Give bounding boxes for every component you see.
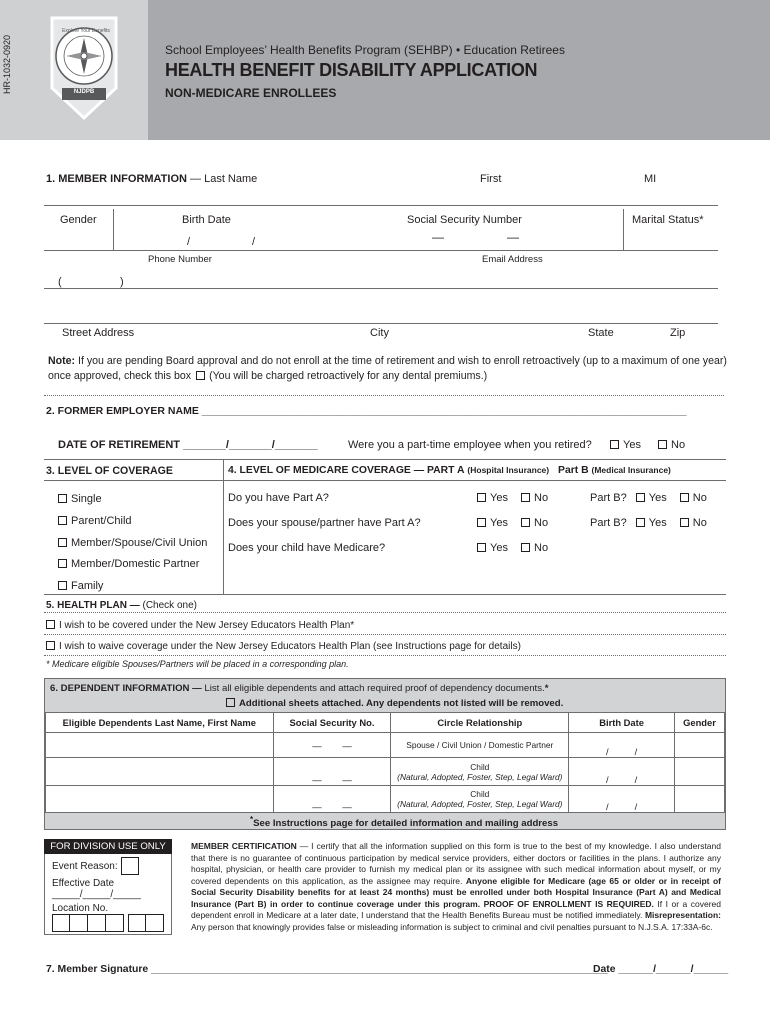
section-divider [44, 395, 724, 396]
first-name-label: First [480, 173, 502, 185]
col-birth-date: Birth Date [569, 713, 675, 733]
seal-top-text: Explore Your Benefits [62, 28, 110, 34]
dependent-gender-cell[interactable] [675, 733, 725, 758]
col-relationship: Circle Relationship [391, 713, 569, 733]
birth-date-label: Birth Date [182, 214, 231, 226]
medicare-heading-label: 4. LEVEL OF MEDICARE COVERAGE — PART A [228, 465, 465, 476]
col-name: Eligible Dependents Last Name, First Name [46, 713, 274, 733]
waive-checkbox[interactable] [46, 641, 55, 650]
location-digit-box[interactable] [70, 914, 88, 932]
no-label: No [534, 542, 549, 554]
street-label: Street Address [62, 327, 135, 339]
coverage-member-partner[interactable] [58, 554, 207, 576]
coverage-member-spouse-label: Member/Spouse/Civil Union [71, 536, 208, 549]
medical-insurance-label: (Medical Insurance) [591, 465, 671, 475]
address-field[interactable] [44, 306, 718, 324]
event-reason-label: Event Reason: [52, 861, 118, 872]
health-plan-opt1[interactable] [46, 620, 354, 631]
member-info-heading [46, 173, 257, 185]
spouse-part-a-no-checkbox[interactable] [521, 518, 530, 527]
effective-date-label: Effective Date [52, 878, 115, 889]
location-digit-box[interactable] [106, 914, 124, 932]
checkbox[interactable] [58, 494, 67, 503]
yes-label: Yes [490, 517, 508, 529]
level-of-coverage-heading: 3. LEVEL OF COVERAGE [46, 465, 173, 477]
coverage-single[interactable] [58, 489, 207, 511]
signature-label: 7. Member Signature _______________________________________________________________________________ [46, 964, 608, 975]
part-a-no-checkbox[interactable] [521, 493, 530, 502]
dependent-heading-text: List all eligible dependents and attach required proof of dependency documents. [201, 683, 545, 694]
part-time-no-checkbox[interactable] [658, 440, 667, 449]
spouse-part-a-question: Does your spouse/partner have Part A? [228, 517, 421, 529]
part-a-yes-checkbox[interactable] [477, 493, 486, 502]
additional-sheets[interactable] [226, 698, 563, 709]
table-row[interactable] [46, 758, 725, 786]
medicare-footnote: * Medicare eligible Spouses/Partners will be placed in a corresponding plan. [46, 659, 349, 669]
certification-text-2: If I or a covered dependent enroll in Medicare at a later date, I understand that the Health Benefits Bureau must be notified immediately. [191, 898, 721, 920]
no-label: No [692, 492, 707, 504]
program-name: School Employees’ Health Benefits Program (SEHBP) • Education Retirees [165, 43, 565, 57]
effective-date-field[interactable]: _____/_____/_____ [52, 889, 141, 900]
location-no-boxes[interactable] [52, 914, 164, 932]
dependent-gender-cell[interactable] [675, 786, 725, 813]
note-label: Note: [48, 355, 76, 367]
coverage-parent-child[interactable] [58, 511, 207, 533]
dependent-ssn-cell[interactable]: — — [273, 758, 391, 786]
birth-date-slash-2: / [252, 236, 256, 248]
checkbox[interactable] [58, 516, 67, 525]
note-text: If you are pending Board approval and do not enroll at the time of retirement and wish to enroll retroactively (up to a maximum of one year) once approved, check this box [48, 355, 727, 382]
certification-text-1: — I certify that all the information supplied on this form is true to the best of my knowledge. I also understand that there is no guarantee of continuous participation by medical service providers, either doctors or facilities in the plans. I authorize any hospital, physician, or health care provider to furnish my medical plan or its assignee with such medical information about myself, or my covered dependents on this application, as the assignee may require. [191, 841, 721, 886]
cover-checkbox[interactable] [46, 620, 55, 629]
location-digit-box[interactable] [128, 914, 146, 932]
yes-label: Yes [490, 492, 508, 504]
part-time-options [610, 439, 685, 451]
spouse-part-a-yes-checkbox[interactable] [477, 518, 486, 527]
divider [44, 655, 726, 656]
page-subtitle: NON-MEDICARE ENROLLEES [165, 86, 337, 100]
ssn-dash-2: — [507, 230, 519, 244]
dependent-gender-cell[interactable] [675, 758, 725, 786]
marital-status-label: Marital Status* [632, 214, 704, 226]
signature-date-field[interactable] [593, 964, 728, 975]
part-b-spouse-options [590, 517, 707, 529]
part-b-heading: Part B [558, 465, 589, 476]
yes-label: Yes [648, 517, 667, 529]
dependent-heading-label: 6. DEPENDENT INFORMATION — [50, 683, 202, 694]
table-row[interactable] [46, 733, 725, 758]
dependent-name-cell[interactable] [46, 733, 274, 758]
certification-text-3: Any person that knowingly provides false or misleading information is subject to criminal and civil penalties pursuant to N.J.S.A. 17:33A-6c. [191, 921, 713, 932]
part-a-options [477, 492, 548, 504]
event-reason-box[interactable] [121, 857, 139, 875]
table-row[interactable] [46, 786, 725, 813]
spouse-part-b-yes-checkbox[interactable] [636, 518, 645, 527]
dependent-name-cell[interactable] [46, 786, 274, 813]
instructions-note [250, 815, 558, 829]
divider [44, 612, 726, 613]
no-label: No [534, 492, 549, 504]
child-medicare-question: Does your child have Medicare? [228, 542, 386, 554]
ssn-dash-1: — [432, 230, 444, 244]
retirement-date-field[interactable] [58, 439, 318, 451]
coverage-options [58, 489, 207, 598]
medicare-coverage-heading [228, 465, 671, 476]
yes-label: Yes [648, 492, 667, 504]
part-b-question: Part B? [590, 517, 627, 529]
phone-email-field[interactable] [44, 275, 718, 289]
child-medicare-yes-checkbox[interactable] [477, 543, 486, 552]
dependent-table [45, 712, 725, 813]
last-name-label: — Last Name [186, 173, 258, 185]
no-label: No [692, 517, 707, 529]
city-label: City [370, 327, 389, 339]
misrepresentation-label: Misrepresentation: [644, 910, 721, 920]
dependent-birth-date-cell[interactable]: / / [569, 733, 675, 758]
certification-medicare-text: Anyone eligible for Medicare (age 65 or older or in receipt of Social Security Disability benefits for at least 24 months) must be enrolled under both Hospital Insurance (Part A) and Medical Insurance (Part B) in order to continue coverage under this program. PROOF OF ENROLLMENT IS REQUIRED. [191, 875, 722, 909]
gender-label: Gender [60, 214, 97, 226]
dependent-relationship-cell[interactable] [391, 758, 569, 786]
child-label: Child [470, 761, 490, 772]
part-time-yes-checkbox[interactable] [610, 440, 619, 449]
dependent-ssn-cell[interactable]: — — [273, 733, 391, 758]
seal-bottom-text: NJDPB [73, 89, 95, 95]
location-digit-box[interactable] [146, 914, 164, 932]
coverage-parent-child-label: Parent/Child [71, 514, 132, 527]
dependent-ssn-cell[interactable]: — — [273, 786, 391, 813]
retro-note [48, 354, 728, 384]
dependent-birth-date-cell[interactable]: / / [569, 758, 675, 786]
dependent-birth-date-cell[interactable]: / / [569, 786, 675, 813]
child-detail-label: (Natural, Adopted, Foster, Step, Legal Ward) [397, 799, 563, 809]
location-digit-box[interactable] [88, 914, 106, 932]
location-no-label: Location No. [52, 903, 109, 914]
health-plan-label: 5. HEALTH PLAN — [46, 600, 140, 611]
cover-label: I wish to be covered under the New Jersey Educators Health Plan* [59, 620, 355, 631]
birth-date-slash-1: / [187, 236, 191, 248]
former-employer-label: 2. FORMER EMPLOYER NAME ___________________________________________________________________________________ [46, 405, 687, 417]
spouse-part-a-options [477, 517, 548, 529]
coverage-member-spouse[interactable] [58, 533, 207, 555]
yes-label: Yes [490, 542, 508, 554]
certification-label: MEMBER CERTIFICATION [191, 841, 297, 851]
checkbox[interactable] [58, 559, 67, 568]
asterisk: * [544, 683, 549, 694]
checkbox[interactable] [58, 538, 67, 547]
checkbox[interactable] [58, 581, 67, 590]
email-label: Email Address [482, 254, 543, 265]
check-one-label: (Check one) [139, 600, 197, 611]
part-b-no-checkbox[interactable] [680, 493, 689, 502]
child-medicare-options [477, 542, 548, 554]
name-field[interactable] [44, 188, 718, 206]
retro-checkbox[interactable] [196, 371, 205, 380]
dependent-heading [50, 683, 548, 694]
coverage-single-label: Single [71, 493, 102, 505]
demographics-field[interactable] [44, 232, 718, 251]
col-ssn: Social Security No. [273, 713, 391, 733]
no-label: No [534, 517, 549, 529]
dependent-relationship-cell[interactable]: Spouse / Civil Union / Domestic Partner [391, 733, 569, 758]
child-detail-label: (Natural, Adopted, Foster, Step, Legal Ward) [397, 771, 563, 782]
spouse-part-b-no-checkbox[interactable] [680, 518, 689, 527]
part-time-yes-label: Yes [623, 439, 641, 451]
member-certification [191, 841, 721, 933]
additional-sheets-label: Additional sheets attached. Any dependents not listed will be removed. [239, 698, 564, 709]
coverage-member-partner-label: Member/Domestic Partner [71, 558, 200, 571]
additional-sheets-checkbox[interactable] [226, 698, 235, 707]
phone-paren-open: ( [58, 276, 62, 288]
part-a-question: Do you have Part A? [228, 492, 329, 504]
member-signature-field[interactable] [46, 964, 608, 975]
hospital-insurance-label: (Hospital Insurance) [467, 465, 550, 475]
mi-label: MI [644, 173, 657, 185]
date-label: Date ______/______/______ [593, 964, 729, 975]
part-b-question: Part B? [590, 492, 627, 504]
part-b-yes-checkbox[interactable] [636, 493, 645, 502]
note-tail: (You will be charged retroactively for any dental premiums.) [209, 370, 488, 382]
page-title: HEALTH BENEFIT DISABILITY APPLICATION [165, 60, 538, 80]
part-time-no-label: No [671, 439, 686, 451]
health-plan-heading [46, 600, 197, 611]
instructions-note-text: See Instructions page for detailed information and mailing address [253, 818, 559, 830]
retirement-date-label: DATE OF RETIREMENT _______/_______/_______ [58, 439, 318, 451]
phone-label: Phone Number [148, 254, 212, 265]
child-medicare-no-checkbox[interactable] [521, 543, 530, 552]
child-label: Child [470, 789, 490, 799]
phone-paren-close: ) [120, 276, 124, 288]
form-code: HR-1032-0920 [2, 34, 12, 94]
zip-label: Zip [670, 327, 686, 339]
location-digit-box[interactable] [52, 914, 70, 932]
divider [44, 634, 726, 635]
part-time-question: Were you a part-time employee when you retired? [348, 439, 592, 451]
asterisk: * [250, 815, 254, 824]
state-label: State [588, 327, 614, 339]
coverage-family-label: Family [71, 580, 104, 593]
coverage-family[interactable] [58, 576, 207, 598]
col-gender: Gender [675, 713, 725, 733]
division-use-heading: FOR DIVISION USE ONLY [44, 839, 172, 854]
dependent-name-cell[interactable] [46, 758, 274, 786]
member-info-label: 1. MEMBER INFORMATION [46, 173, 187, 185]
part-b-member-options [590, 492, 707, 504]
health-plan-opt2[interactable] [46, 641, 521, 652]
ssn-label: Social Security Number [407, 214, 522, 226]
dependent-relationship-cell[interactable] [391, 786, 569, 813]
waive-label: I wish to waive coverage under the New Jersey Educators Health Plan (see Instructions page for details) [59, 641, 521, 652]
